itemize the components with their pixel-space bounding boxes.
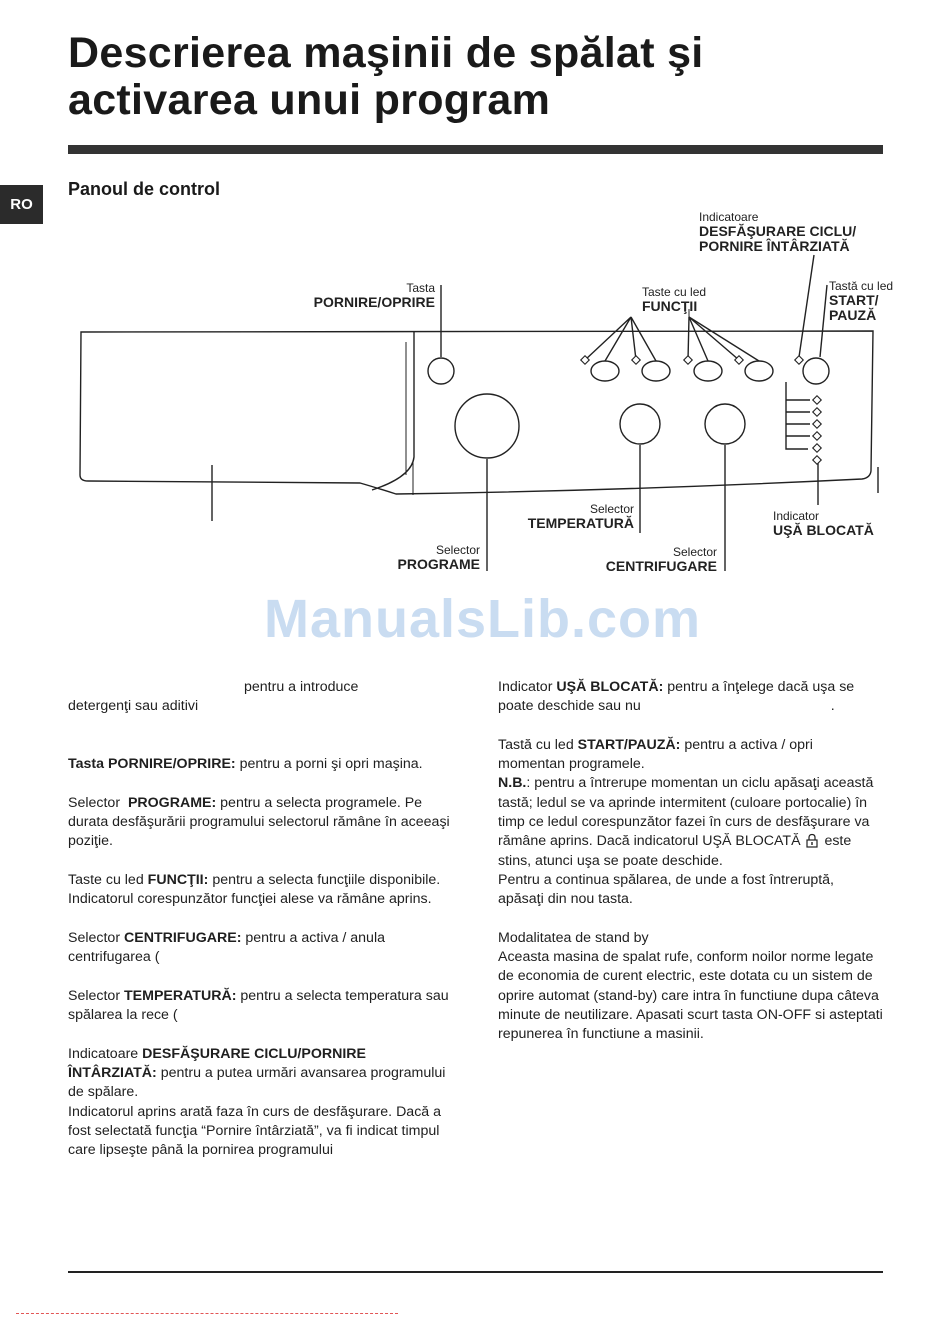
- program-selector-shape: [455, 394, 519, 458]
- door-locked-label: Indicator UŞĂ BLOCATĂ: [773, 509, 874, 538]
- power-paragraph: Tasta PORNIRE/OPRIRE: pentru a porni şi opri maşina.: [68, 756, 423, 773]
- detergent-paragraph: pentru a introduce detergenţi sau aditivi: [68, 679, 359, 715]
- function-keys-label: Taste cu led FUNCŢII: [642, 285, 707, 314]
- spin-paragraph: Selector CENTRIFUGARE: pentru a activa / anula centrifugarea (: [68, 929, 385, 966]
- spin-selector-label: Selector CENTRIFUGARE: [605, 545, 717, 574]
- red-guide-line: [16, 1313, 398, 1314]
- control-panel-diagram: [0, 205, 950, 585]
- indicators-paragraph: Indicatoare DESFĂŞURARE CICLU/PORNIRE ÎNTÂRZIATĂ: pentru a putea urmări avansarea programului de spălare. Indicatorul aprins arată faza în curs de desfăşurare. Dacă a fost selectată funcţia “Pornire întârziată”, va fi indicat timpul care lipseşte până la pornirea programului: [68, 1045, 446, 1159]
- panel-outline: [80, 331, 873, 494]
- temperature-selector-shape: [620, 404, 660, 444]
- function-button-shape-2: [642, 361, 670, 381]
- power-button-shape: [428, 358, 454, 384]
- function-button-shape-4: [745, 361, 773, 381]
- page-title: [68, 30, 704, 124]
- drawer-divider: [372, 332, 414, 490]
- temperature-paragraph: Selector TEMPERATURĂ: pentru a selecta temperatura sau spălarea la rece (: [68, 987, 449, 1024]
- programs-paragraph: Selector PROGRAME: pentru a selecta programele. Pe durata desfăşurării programului selectorul rămâne în aceeaşi poziţie.: [68, 794, 450, 850]
- functions-paragraph: Taste cu led FUNCŢII: pentru a selecta funcţiile disponibile. Indicatorul corespunzător funcţiei alese va rămâne aprins.: [68, 871, 441, 908]
- indicators-label: Indicatoare DESFĂŞURARE CICLU/ PORNIRE ÎNTÂRZIATĂ: [699, 210, 857, 254]
- right-column: [498, 678, 883, 1064]
- language-tab: RO: [0, 185, 43, 224]
- title-line-2: activarea unui program: [68, 76, 551, 124]
- temperature-selector-label: Selector TEMPERATURĂ: [527, 502, 634, 531]
- function-button-shape-3: [694, 361, 722, 381]
- door-locked-paragraph: Indicator UŞĂ BLOCATĂ: pentru a înţelege dacă uşa se poate deschide sau nu .: [498, 679, 855, 715]
- section-title: Panoul de control: [68, 179, 221, 199]
- standby-paragraph: Modalitatea de stand by Aceasta masina de spalat rufe, conform noilor norme legate de economia de curent electric, este dotata cu un sistem de oprire automat (stand-by) care intra în functiune dupa câteva minute de neutilizare. Apasati scurt tasta ON-OFF si asteptati repunerea în functiune a masinii.: [498, 929, 883, 1043]
- function-button-shape-1: [591, 361, 619, 381]
- lock-icon: [806, 833, 818, 848]
- watermark: ManualsLib.com: [263, 589, 702, 649]
- program-selector-label: Selector PROGRAME: [397, 543, 480, 572]
- spin-selector-shape: [705, 404, 745, 444]
- start-pause-paragraph: Tastă cu led START/PAUZĂ: pentru a activa / opri momentan programele. N.B.: pentru a întrerupe momentan un ciclu apăsaţi această tastă; ledul se va aprinde intermitent (culoare portocalie) în timp ce ledul corespunzător fazei în curs de desfăşurare va rămâne aprins. Dacă indicatorul UŞĂ BLOCATĂ este stins, atunci uşa se poate deschide. Pentru a continua spălarea, de unde a fost întreruptă, apăsaţi din nou tasta.: [498, 736, 874, 908]
- start-button-shape: [803, 358, 829, 384]
- title-rule: [68, 145, 883, 154]
- power-key-label: Tasta PORNIRE/OPRIRE: [313, 281, 435, 310]
- start-pause-label: Tastă cu led START/ PAUZĂ: [829, 279, 894, 323]
- left-column: [68, 678, 453, 1180]
- bottom-rule: [68, 1271, 883, 1273]
- title-line-1: Descrierea maşinii de spălat şi: [68, 29, 704, 77]
